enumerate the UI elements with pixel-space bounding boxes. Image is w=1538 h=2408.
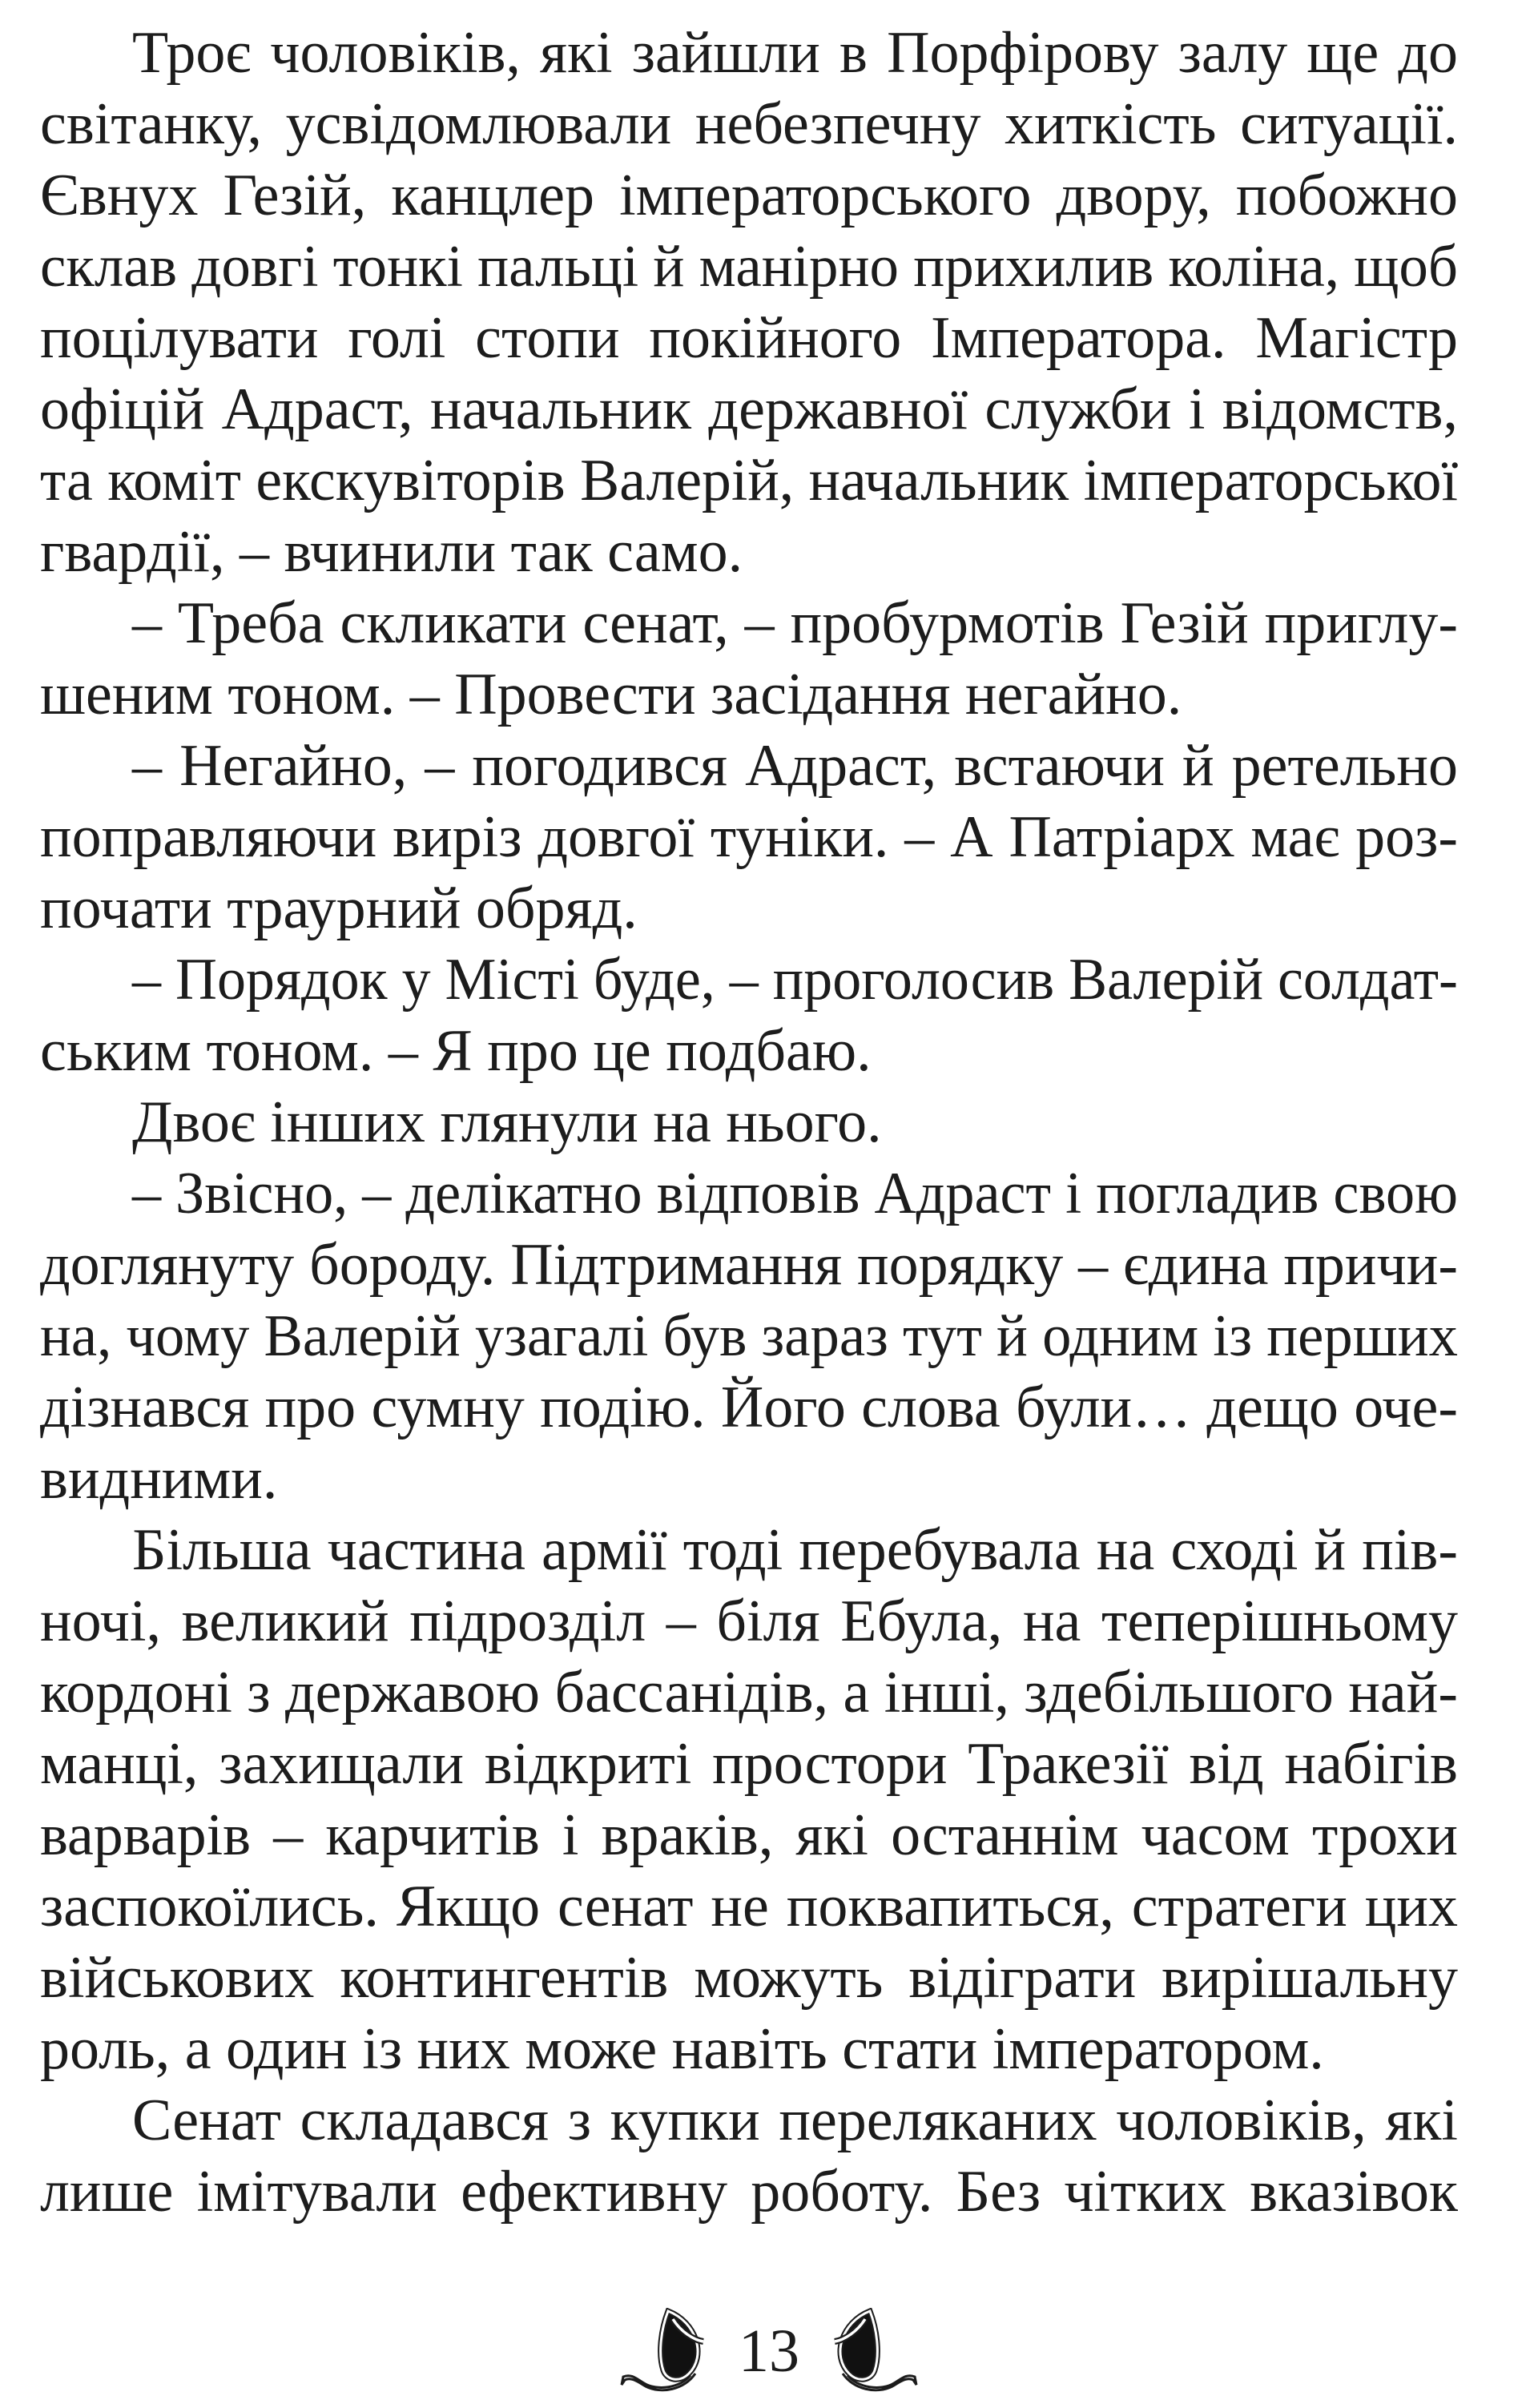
text-line: поцілувати голі стопи покійного Імператора. Магістр [40,305,1458,371]
text-line: лише імітували ефективну роботу. Без чітких вказівок [40,2159,1458,2225]
text-line: ським тоном. – Я про це подбаю. [40,1018,872,1084]
text-line: варварів – карчитів і враків, які останнім часом трохи [40,1802,1458,1868]
text-line: офіцій Адраст, начальник державної служби і відомств, [40,377,1458,442]
text-line: Сенат складався з купки переляканих чоловіків, які [132,2088,1458,2153]
text-line: на, чому Валерій узагалі був зараз тут й одним із перших [40,1303,1458,1369]
body-text [40,18,1458,2228]
text-line: кордоні з державою бассанідів, а інші, здебільшого най- [40,1660,1458,1725]
page-footer [0,2305,1538,2394]
text-line: шеним тоном. – Провести засідання негайно. [40,662,1182,727]
page-number: 13 [739,2317,799,2385]
text-line: склав довгі тонкі пальці й манірно прихилив коліна, щоб [40,234,1459,300]
text-line: дізнався про сумну подію. Його слова були… дещо оче- [40,1375,1458,1440]
text-line: військових контингентів можуть відіграти вирішальну [40,1945,1458,2011]
text-line: гвардії, – вчинили так само. [40,519,743,585]
text-line: Двоє інших глянули на нього. [132,1089,882,1155]
text-line: Євнух Гезій, канцлер імператорського двору, побожно [40,163,1458,228]
text-line: – Порядок у Місті буде, – проголосив Валерій солдат- [132,947,1458,1013]
text-line: манці, захищали відкриті простори Тракезії від набігів [40,1731,1458,1797]
text-line: – Треба скликати сенат, – пробурмотів Гезій приглу- [132,590,1458,656]
text-line: роль, а один із них може навіть стати імператором. [40,2016,1324,2082]
text-line: Троє чоловіків, які зайшли в Порфірову залу ще до [132,20,1458,86]
text-line: – Негайно, – погодився Адраст, встаючи й ретельно [132,733,1458,799]
text-line: Більша частина армії тоді перебувала на сході й пів- [132,1517,1458,1583]
text-line: світанку, усвідомлювали небезпечну хиткість ситуації. [40,91,1458,157]
text-line: видними. [40,1446,278,1512]
left-ornament-icon [617,2308,713,2392]
text-line: почати траурний обряд. [40,876,638,941]
text-line: та коміт екскувіторів Валерій, начальник імператорської [40,448,1458,513]
text-line: ночі, великий підрозділ – біля Ебула, на теперішньому [40,1589,1458,1654]
right-ornament-icon [825,2308,921,2392]
text-line: – Звісно, – делікатно відповів Адраст і погладив свою [132,1161,1459,1226]
text-line: заспокоїлись. Якщо сенат не поквапиться, стратеги цих [40,1874,1458,1939]
text-line: поправляючи виріз довгої туніки. – А Патріарх має роз- [40,804,1458,870]
text-line: доглянуту бороду. Підтримання порядку – єдина причи- [40,1232,1458,1298]
